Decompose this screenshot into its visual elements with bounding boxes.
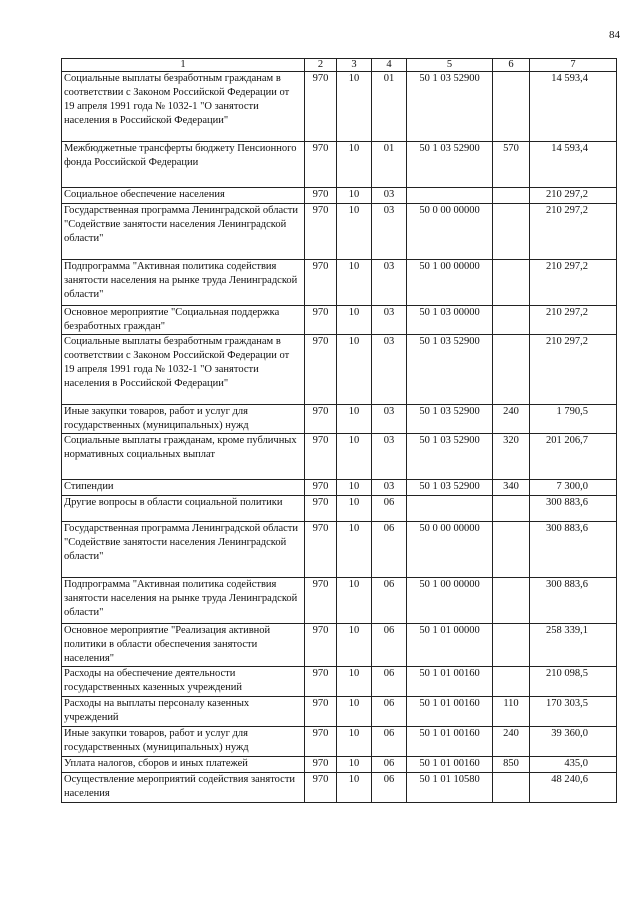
row-section: 10: [337, 480, 372, 496]
row-section: 10: [337, 260, 372, 306]
row-name: Расходы на выплаты персоналу казенных учреждений: [62, 697, 305, 727]
row-expense-type: [493, 204, 530, 260]
row-ministry-code: 970: [305, 142, 337, 188]
table-row: [62, 496, 617, 522]
row-amount: 170 303,5: [530, 697, 617, 727]
row-ministry-code: 970: [305, 667, 337, 697]
row-target-article: 50 1 01 00160: [407, 757, 493, 773]
row-section: 10: [337, 405, 372, 434]
header-col-5: 5: [407, 59, 493, 72]
header-col-1: 1: [62, 59, 305, 72]
row-expense-type: 240: [493, 727, 530, 757]
table-row: [62, 522, 617, 578]
table-row: [62, 578, 617, 624]
row-expense-type: [493, 496, 530, 522]
table-row: [62, 72, 617, 142]
table-row: [62, 306, 617, 335]
row-subsection: 03: [372, 335, 407, 405]
row-name: Расходы на обеспечение деятельности государственных казенных учреждений: [62, 667, 305, 697]
row-subsection: 01: [372, 72, 407, 142]
row-name: Иные закупки товаров, работ и услуг для государственных (муниципальных) нужд: [62, 405, 305, 434]
table-row: [62, 142, 617, 188]
row-ministry-code: 970: [305, 480, 337, 496]
row-section: 10: [337, 697, 372, 727]
table-row: [62, 773, 617, 803]
row-target-article: 50 1 03 52900: [407, 72, 493, 142]
row-section: 10: [337, 578, 372, 624]
row-ministry-code: 970: [305, 72, 337, 142]
row-target-article: [407, 188, 493, 204]
header-col-6: 6: [493, 59, 530, 72]
row-ministry-code: 970: [305, 522, 337, 578]
row-subsection: 03: [372, 480, 407, 496]
row-amount: 210 297,2: [530, 306, 617, 335]
row-subsection: 01: [372, 142, 407, 188]
row-target-article: 50 1 01 00160: [407, 667, 493, 697]
row-amount: 300 883,6: [530, 578, 617, 624]
row-section: 10: [337, 496, 372, 522]
row-ministry-code: 970: [305, 727, 337, 757]
row-name: Государственная программа Ленинградской области "Содействие занятости населения Ленинградской области": [62, 204, 305, 260]
row-ministry-code: 970: [305, 260, 337, 306]
row-target-article: 50 1 01 10580: [407, 773, 493, 803]
row-subsection: 03: [372, 405, 407, 434]
row-name: Государственная программа Ленинградской области "Содействие занятости населения Ленинградской области": [62, 522, 305, 578]
row-amount: 435,0: [530, 757, 617, 773]
header-col-3: 3: [337, 59, 372, 72]
row-ministry-code: 970: [305, 496, 337, 522]
table-row: [62, 757, 617, 773]
row-target-article: 50 0 00 00000: [407, 204, 493, 260]
table-row: [62, 204, 617, 260]
table-row: [62, 188, 617, 204]
row-amount: 300 883,6: [530, 522, 617, 578]
row-name: Основное мероприятие "Социальная поддержка безработных граждан": [62, 306, 305, 335]
row-amount: 201 206,7: [530, 434, 617, 480]
row-section: 10: [337, 624, 372, 667]
row-subsection: 03: [372, 188, 407, 204]
row-name: Социальные выплаты безработным гражданам в соответствии с Законом Российской Федерации от 19 апреля 1991 года № 1032-1 "О занятости населения в Российской Федерации": [62, 72, 305, 142]
row-expense-type: 570: [493, 142, 530, 188]
row-target-article: 50 1 03 52900: [407, 335, 493, 405]
header-col-2: 2: [305, 59, 337, 72]
row-amount: 39 360,0: [530, 727, 617, 757]
row-name: Стипендии: [62, 480, 305, 496]
row-subsection: 06: [372, 697, 407, 727]
row-ministry-code: 970: [305, 773, 337, 803]
row-expense-type: [493, 522, 530, 578]
row-target-article: 50 1 01 00160: [407, 727, 493, 757]
header-row: [62, 59, 617, 72]
row-subsection: 06: [372, 578, 407, 624]
row-ministry-code: 970: [305, 405, 337, 434]
table-row: [62, 480, 617, 496]
row-amount: 14 593,4: [530, 142, 617, 188]
header-col-7: 7: [530, 59, 617, 72]
row-section: 10: [337, 188, 372, 204]
row-target-article: 50 1 01 00000: [407, 624, 493, 667]
row-target-article: 50 1 00 00000: [407, 260, 493, 306]
row-ministry-code: 970: [305, 204, 337, 260]
row-ministry-code: 970: [305, 697, 337, 727]
row-section: 10: [337, 72, 372, 142]
row-section: 10: [337, 306, 372, 335]
row-section: 10: [337, 727, 372, 757]
row-expense-type: [493, 335, 530, 405]
row-section: 10: [337, 522, 372, 578]
row-name: Подпрограмма "Активная политика содействия занятости населения на рынке труда Ленинградской области": [62, 260, 305, 306]
row-name: Социальные выплаты безработным гражданам в соответствии с Законом Российской Федерации от 19 апреля 1991 года № 1032-1 "О занятости населения в Российской Федерации": [62, 335, 305, 405]
row-amount: 14 593,4: [530, 72, 617, 142]
row-ministry-code: 970: [305, 188, 337, 204]
row-ministry-code: 970: [305, 624, 337, 667]
row-expense-type: 320: [493, 434, 530, 480]
row-target-article: 50 1 03 52900: [407, 142, 493, 188]
row-ministry-code: 970: [305, 335, 337, 405]
row-expense-type: [493, 773, 530, 803]
row-expense-type: [493, 72, 530, 142]
row-name: Другие вопросы в области социальной политики: [62, 496, 305, 522]
row-section: 10: [337, 204, 372, 260]
row-ministry-code: 970: [305, 434, 337, 480]
table-row: [62, 260, 617, 306]
row-amount: 210 297,2: [530, 188, 617, 204]
budget-table: [61, 58, 617, 803]
row-expense-type: 110: [493, 697, 530, 727]
row-target-article: 50 0 00 00000: [407, 522, 493, 578]
row-section: 10: [337, 773, 372, 803]
table-row: [62, 727, 617, 757]
row-amount: 48 240,6: [530, 773, 617, 803]
row-expense-type: [493, 578, 530, 624]
row-target-article: 50 1 03 52900: [407, 405, 493, 434]
table-row: [62, 624, 617, 667]
row-ministry-code: 970: [305, 306, 337, 335]
row-name: Уплата налогов, сборов и иных платежей: [62, 757, 305, 773]
row-name: Социальное обеспечение населения: [62, 188, 305, 204]
page-number: 84: [609, 29, 620, 41]
row-expense-type: [493, 624, 530, 667]
row-expense-type: [493, 306, 530, 335]
row-amount: 1 790,5: [530, 405, 617, 434]
row-subsection: 06: [372, 773, 407, 803]
row-amount: 210 297,2: [530, 335, 617, 405]
row-ministry-code: 970: [305, 578, 337, 624]
table-row: [62, 405, 617, 434]
row-subsection: 06: [372, 522, 407, 578]
row-subsection: 06: [372, 727, 407, 757]
row-expense-type: 240: [493, 405, 530, 434]
row-name: Осуществление мероприятий содействия занятости населения: [62, 773, 305, 803]
table-row: [62, 697, 617, 727]
row-section: 10: [337, 434, 372, 480]
table-row: [62, 667, 617, 697]
row-target-article: [407, 496, 493, 522]
row-name: Межбюджетные трансферты бюджету Пенсионного фонда Российской Федерации: [62, 142, 305, 188]
row-amount: 210 297,2: [530, 260, 617, 306]
row-target-article: 50 1 00 00000: [407, 578, 493, 624]
row-expense-type: [493, 260, 530, 306]
row-expense-type: [493, 188, 530, 204]
row-section: 10: [337, 667, 372, 697]
row-name: Подпрограмма "Активная политика содействия занятости населения на рынке труда Ленинградской области": [62, 578, 305, 624]
row-subsection: 03: [372, 260, 407, 306]
row-section: 10: [337, 757, 372, 773]
row-target-article: 50 1 03 00000: [407, 306, 493, 335]
table-row: [62, 335, 617, 405]
row-subsection: 06: [372, 624, 407, 667]
table-row: [62, 434, 617, 480]
row-subsection: 03: [372, 204, 407, 260]
row-expense-type: 340: [493, 480, 530, 496]
row-section: 10: [337, 142, 372, 188]
row-ministry-code: 970: [305, 757, 337, 773]
row-subsection: 03: [372, 306, 407, 335]
row-target-article: 50 1 03 52900: [407, 434, 493, 480]
row-amount: 7 300,0: [530, 480, 617, 496]
row-name: Основное мероприятие "Реализация активной политики в области обеспечения занятости населения": [62, 624, 305, 667]
row-target-article: 50 1 01 00160: [407, 697, 493, 727]
row-subsection: 06: [372, 667, 407, 697]
row-subsection: 03: [372, 434, 407, 480]
row-subsection: 06: [372, 496, 407, 522]
row-target-article: 50 1 03 52900: [407, 480, 493, 496]
row-section: 10: [337, 335, 372, 405]
row-amount: 300 883,6: [530, 496, 617, 522]
row-name: Социальные выплаты гражданам, кроме публичных нормативных социальных выплат: [62, 434, 305, 480]
row-amount: 210 098,5: [530, 667, 617, 697]
header-col-4: 4: [372, 59, 407, 72]
row-amount: 258 339,1: [530, 624, 617, 667]
row-subsection: 06: [372, 757, 407, 773]
row-expense-type: 850: [493, 757, 530, 773]
row-amount: 210 297,2: [530, 204, 617, 260]
row-name: Иные закупки товаров, работ и услуг для государственных (муниципальных) нужд: [62, 727, 305, 757]
row-expense-type: [493, 667, 530, 697]
